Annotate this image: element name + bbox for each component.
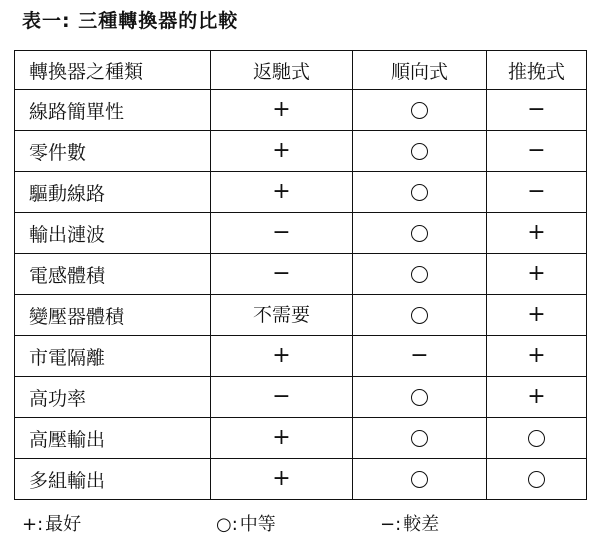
row-label: 市電隔離 bbox=[15, 336, 211, 377]
row-label: 線路簡單性 bbox=[15, 90, 211, 131]
minus-mark: − bbox=[410, 343, 429, 368]
rating-cell bbox=[487, 254, 587, 295]
rating-cell bbox=[487, 90, 587, 131]
circle-mark-icon bbox=[411, 184, 428, 201]
plus-mark: + bbox=[272, 466, 291, 491]
legend-medium-text: 中等 bbox=[239, 514, 276, 535]
rating-cell bbox=[487, 459, 587, 500]
row-label: 電感體積 bbox=[15, 254, 211, 295]
legend-worse-text: 較差 bbox=[403, 514, 440, 535]
table-row bbox=[15, 254, 587, 295]
table-row bbox=[15, 336, 587, 377]
rating-cell bbox=[211, 90, 353, 131]
table-row bbox=[15, 295, 587, 336]
table-row bbox=[15, 418, 587, 459]
minus-mark: − bbox=[527, 97, 546, 122]
legend-medium bbox=[216, 510, 276, 536]
row-label: 輸出漣波 bbox=[15, 213, 211, 254]
table-row bbox=[15, 172, 587, 213]
plus-mark: + bbox=[527, 343, 546, 368]
plus-mark: + bbox=[527, 302, 546, 327]
rating-cell bbox=[487, 213, 587, 254]
rating-cell bbox=[353, 213, 487, 254]
row-label: 變壓器體積 bbox=[15, 295, 211, 336]
rating-cell bbox=[353, 459, 487, 500]
rating-cell bbox=[211, 336, 353, 377]
rating-cell bbox=[211, 254, 353, 295]
table-row bbox=[15, 459, 587, 500]
rating-cell bbox=[487, 336, 587, 377]
header-row bbox=[15, 51, 587, 90]
rating-cell bbox=[487, 131, 587, 172]
plus-mark: + bbox=[272, 138, 291, 163]
header-cell-flyback: 返馳式 bbox=[211, 51, 353, 90]
row-label: 驅動線路 bbox=[15, 172, 211, 213]
circle-mark-icon bbox=[528, 430, 545, 447]
circle-mark-icon bbox=[411, 143, 428, 160]
rating-cell bbox=[211, 377, 353, 418]
rating-cell bbox=[211, 295, 353, 336]
row-label: 高功率 bbox=[15, 377, 211, 418]
plus-mark: + bbox=[527, 220, 546, 245]
circle-mark-icon bbox=[411, 430, 428, 447]
legend-worse-symbol: −: bbox=[380, 514, 402, 535]
rating-cell bbox=[353, 418, 487, 459]
rating-cell bbox=[211, 131, 353, 172]
minus-mark: − bbox=[527, 138, 546, 163]
comparison-table bbox=[14, 50, 587, 500]
plus-mark: + bbox=[272, 97, 291, 122]
circle-mark-icon bbox=[411, 266, 428, 283]
plus-mark: + bbox=[272, 179, 291, 204]
header-cell-type: 轉換器之種類 bbox=[15, 51, 211, 90]
header-cell-push-pull: 推挽式 bbox=[487, 51, 587, 90]
table-body bbox=[15, 90, 587, 500]
circle-mark-icon bbox=[411, 471, 428, 488]
legend-medium-symbol: ○: bbox=[216, 514, 238, 535]
rating-cell bbox=[487, 172, 587, 213]
legend-worse bbox=[380, 510, 439, 536]
minus-mark: − bbox=[527, 179, 546, 204]
rating-cell bbox=[487, 377, 587, 418]
table-row bbox=[15, 90, 587, 131]
rating-cell bbox=[487, 295, 587, 336]
rating-cell bbox=[353, 90, 487, 131]
circle-mark-icon bbox=[411, 102, 428, 119]
circle-mark-icon bbox=[411, 225, 428, 242]
rating-cell bbox=[353, 295, 487, 336]
table-row bbox=[15, 131, 587, 172]
rating-cell bbox=[211, 172, 353, 213]
circle-mark-icon bbox=[528, 471, 545, 488]
table-title: 表一: 三種轉換器的比較 bbox=[22, 10, 239, 32]
minus-mark: − bbox=[272, 261, 291, 286]
plus-mark: + bbox=[527, 261, 546, 286]
rating-cell bbox=[353, 131, 487, 172]
minus-mark: − bbox=[272, 384, 291, 409]
circle-mark-icon bbox=[411, 389, 428, 406]
legend-best-text: 最好 bbox=[45, 514, 82, 535]
plus-mark: + bbox=[272, 343, 291, 368]
rating-cell bbox=[353, 336, 487, 377]
header-cell-forward: 順向式 bbox=[353, 51, 487, 90]
rating-cell bbox=[353, 377, 487, 418]
table-row bbox=[15, 213, 587, 254]
legend-best-symbol: +: bbox=[22, 514, 44, 535]
rating-cell bbox=[211, 418, 353, 459]
minus-mark: − bbox=[272, 220, 291, 245]
rating-cell bbox=[211, 459, 353, 500]
rating-cell bbox=[211, 213, 353, 254]
circle-mark-icon bbox=[411, 307, 428, 324]
rating-text: 不需要 bbox=[252, 304, 310, 326]
rating-cell bbox=[353, 172, 487, 213]
plus-mark: + bbox=[527, 384, 546, 409]
legend-best bbox=[22, 510, 81, 536]
table-row bbox=[15, 377, 587, 418]
row-label: 高壓輸出 bbox=[15, 418, 211, 459]
plus-mark: + bbox=[272, 425, 291, 450]
rating-cell bbox=[353, 254, 487, 295]
row-label: 多組輸出 bbox=[15, 459, 211, 500]
row-label: 零件數 bbox=[15, 131, 211, 172]
rating-cell bbox=[487, 418, 587, 459]
